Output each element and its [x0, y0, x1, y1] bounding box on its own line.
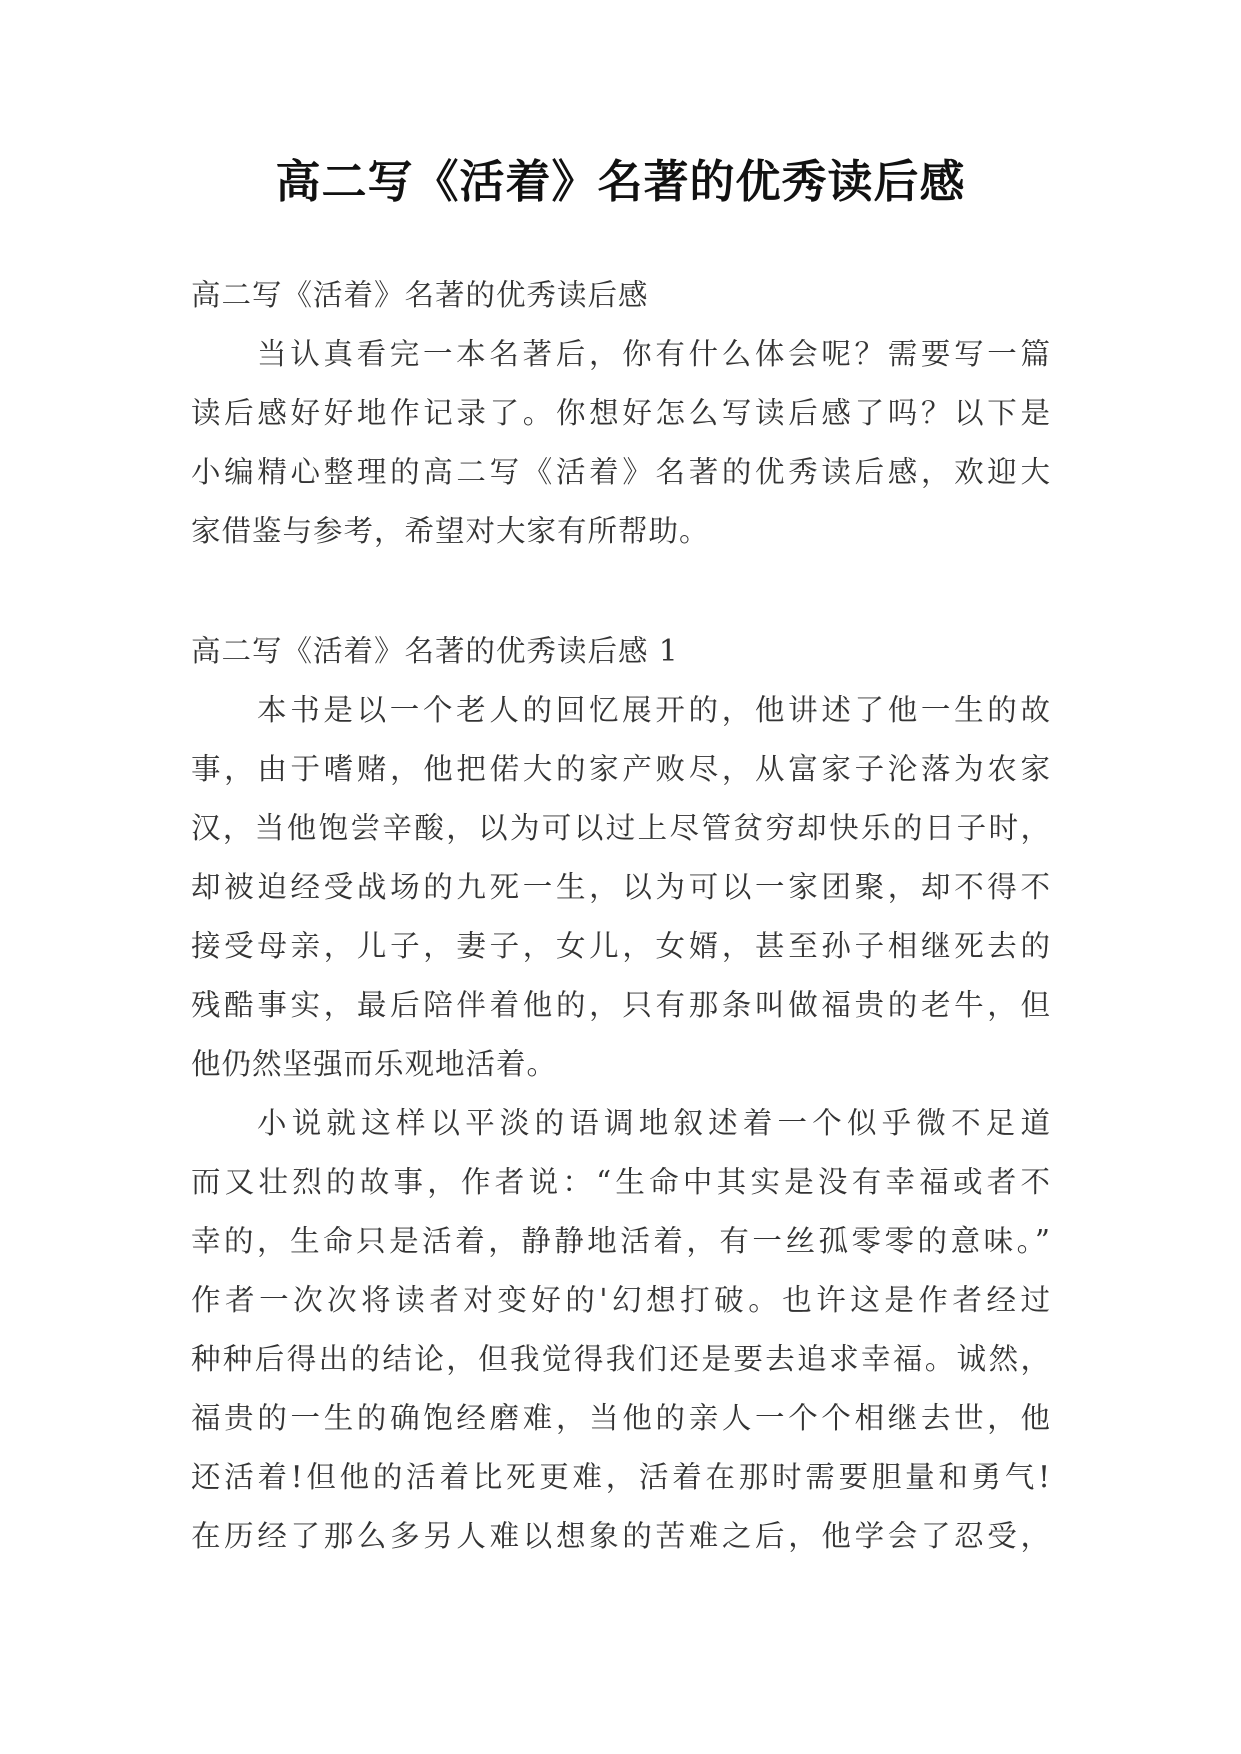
- paragraph-line: 家借鉴与参考，希望对大家有所帮助。: [191, 514, 710, 548]
- paragraph-line: 汉，当他饱尝辛酸，以为可以过上尽管贫穷却快乐的日子时，: [191, 811, 1051, 845]
- paragraph-line: 小编精心整理的高二写《活着》名著的优秀读后感，欢迎大: [191, 455, 1051, 489]
- paragraph: [191, 1094, 1051, 1566]
- section-heading: 高二写《活着》名著的优秀读后感: [191, 278, 649, 312]
- paragraph-line: 读后感好好地作记录了。你想好怎么写读后感了吗？以下是: [191, 396, 1051, 430]
- section-intro: [191, 266, 1051, 561]
- section-heading: 高二写《活着》名著的优秀读后感 1: [191, 634, 679, 668]
- section-essay-1: [191, 622, 1051, 1566]
- paragraph-line: 当认真看完一本名著后，你有什么体会呢？需要写一篇: [257, 337, 1051, 371]
- paragraph: [191, 325, 1051, 561]
- paragraph-line: 幸的，生命只是活着，静静地活着，有一丝孤零零的意味。”: [191, 1224, 1051, 1258]
- paragraph-line: 残酷事实，最后陪伴着他的，只有那条叫做福贵的老牛，但: [191, 988, 1051, 1022]
- paragraph-line: 福贵的一生的确饱经磨难，当他的亲人一个个相继去世，他: [191, 1401, 1051, 1435]
- paragraph-line: 他仍然坚强而乐观地活着。: [191, 1047, 558, 1081]
- paragraph-line: 种种后得出的结论，但我觉得我们还是要去追求幸福。诚然，: [191, 1342, 1051, 1376]
- paragraph-line: 却被迫经受战场的九死一生，以为可以一家团聚，却不得不: [191, 870, 1051, 904]
- paragraph-line: 小说就这样以平淡的语调地叙述着一个似乎微不足道: [257, 1106, 1051, 1140]
- paragraph-line: 还活着!但他的活着比死更难，活着在那时需要胆量和勇气!: [191, 1460, 1051, 1494]
- document-title: 高二写《活着》名著的优秀读后感: [275, 155, 966, 208]
- paragraph-line: 而又壮烈的故事，作者说：“生命中其实是没有幸福或者不: [191, 1165, 1051, 1199]
- paragraph-line: 本书是以一个老人的回忆展开的，他讲述了他一生的故: [257, 693, 1051, 727]
- paragraph: [191, 681, 1051, 1094]
- paragraph-line: 作者一次次将读者对变好的'幻想打破。也许这是作者经过: [191, 1283, 1051, 1317]
- paragraph-line: 接受母亲，儿子，妻子，女儿，女婿，甚至孙子相继死去的: [191, 929, 1051, 963]
- paragraph-line: 事，由于嗜赌，他把偌大的家产败尽，从富家子沦落为农家: [191, 752, 1051, 786]
- paragraph-line: 在历经了那么多另人难以想象的苦难之后，他学会了忍受，: [191, 1519, 1051, 1553]
